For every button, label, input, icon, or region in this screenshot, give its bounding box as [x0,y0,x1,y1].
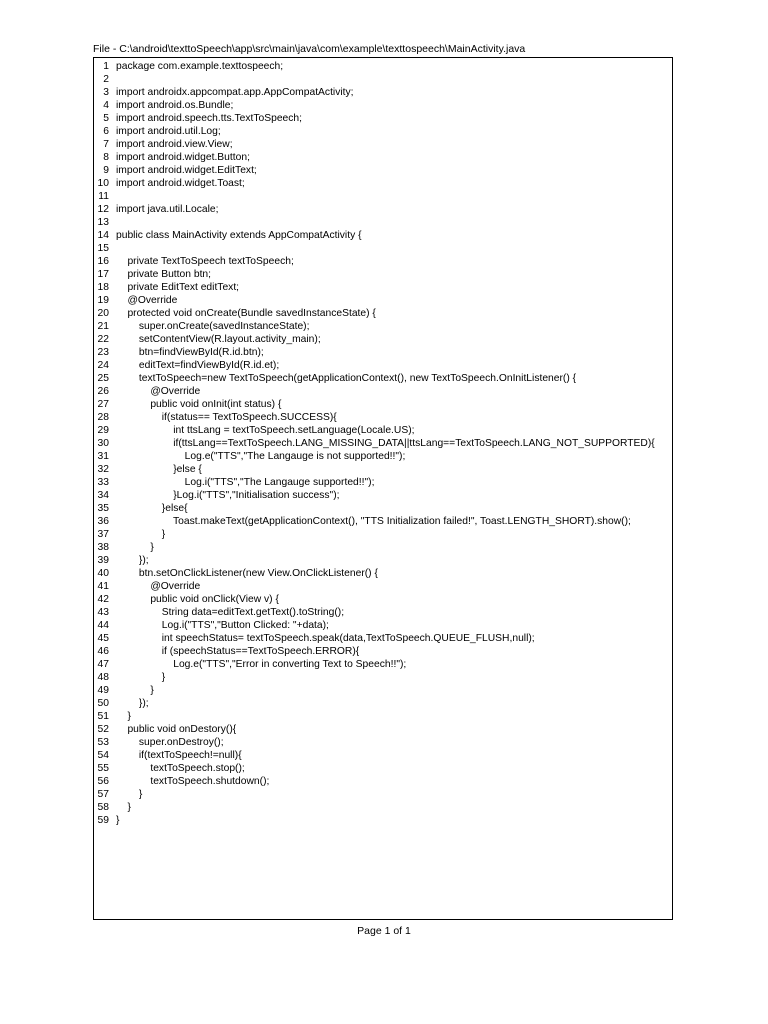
code-line [94,333,672,346]
code-line [94,86,672,99]
code-line [94,437,672,450]
line-code: private EditText editText; [116,282,240,293]
line-number: 15 [97,243,109,254]
file-path-header: File - C:\android\texttoSpeech\app\src\main\java\com\example\texttospeech\MainActivity.java [93,43,526,55]
line-number: 1 [103,61,109,72]
line-code: editText=findViewById(R.id.et); [116,360,280,371]
line-code: } [116,789,143,800]
code-listing [94,60,672,827]
line-number: 30 [97,438,109,449]
line-number: 51 [97,711,109,722]
code-line [94,736,672,749]
code-line [94,151,672,164]
code-line [94,268,672,281]
line-code: textToSpeech.stop(); [116,763,245,774]
line-number: 28 [97,412,109,423]
line-code: String data=editText.getText().toString(); [116,607,345,618]
code-line [94,216,672,229]
line-number: 48 [97,672,109,683]
code-line [94,99,672,112]
line-code: } [116,802,131,813]
line-number: 8 [103,152,109,163]
line-number: 41 [97,581,109,592]
line-code: @Override [116,581,201,592]
code-line [94,515,672,528]
line-code: import android.os.Bundle; [116,100,234,111]
line-code: int speechStatus= textToSpeech.speak(data,TextToSpeech.QUEUE_FLUSH,null); [116,633,535,644]
line-number: 9 [103,165,109,176]
code-line [94,775,672,788]
line-number: 58 [97,802,109,813]
line-code: import android.util.Log; [116,126,221,137]
line-number: 10 [97,178,109,189]
code-line [94,684,672,697]
line-code: import android.speech.tts.TextToSpeech; [116,113,303,124]
code-line [94,814,672,827]
line-code: }Log.i("TTS","Initialisation success"); [116,490,340,501]
line-number: 56 [97,776,109,787]
line-number: 53 [97,737,109,748]
line-number: 57 [97,789,109,800]
code-line [94,138,672,151]
code-line [94,242,672,255]
line-number: 59 [97,815,109,826]
code-line [94,255,672,268]
line-code: public void onClick(View v) { [116,594,279,605]
line-number: 43 [97,607,109,618]
line-number: 11 [98,191,109,202]
code-line [94,177,672,190]
line-number: 50 [97,698,109,709]
line-code: package com.example.texttospeech; [116,61,284,72]
line-number: 23 [97,347,109,358]
line-code: if(ttsLang==TextToSpeech.LANG_MISSING_DATA||ttsLang==TextToSpeech.LANG_NOT_SUPPORTED){ [116,438,655,449]
line-code: protected void onCreate(Bundle savedInstanceState) { [116,308,376,319]
line-number: 32 [97,464,109,475]
code-line [94,658,672,671]
code-line [94,60,672,73]
code-line [94,762,672,775]
code-line [94,307,672,320]
code-line [94,320,672,333]
code-line [94,723,672,736]
code-line [94,281,672,294]
line-code: textToSpeech.shutdown(); [116,776,270,787]
line-code: import androidx.appcompat.app.AppCompatActivity; [116,87,354,98]
line-number: 47 [97,659,109,670]
code-line [94,528,672,541]
line-number: 46 [97,646,109,657]
code-line [94,190,672,203]
line-number: 55 [97,763,109,774]
code-line [94,671,672,684]
code-line [94,502,672,515]
line-number: 26 [97,386,109,397]
code-line [94,424,672,437]
code-line [94,489,672,502]
line-code: textToSpeech=new TextToSpeech(getApplicationContext(), new TextToSpeech.OnInitListener() { [116,373,577,384]
line-code: } [116,542,154,553]
line-number: 7 [103,139,109,150]
code-line [94,203,672,216]
line-code: } [116,815,120,826]
line-code: Log.e("TTS","The Langauge is not supported!!"); [116,451,406,462]
code-line [94,112,672,125]
line-code: if(textToSpeech!=null){ [116,750,242,761]
page-number: Page 1 of 1 [357,925,411,937]
code-line [94,411,672,424]
line-number: 21 [97,321,109,332]
line-number: 6 [103,126,109,137]
line-number: 52 [97,724,109,735]
code-line [94,593,672,606]
line-number: 44 [97,620,109,631]
line-code: Log.e("TTS","Error in converting Text to Speech!!"); [116,659,407,670]
line-code: Toast.makeText(getApplicationContext(), "TTS Initialization failed!", Toast.LENGTH_SHORT).show(); [116,516,631,527]
code-line [94,294,672,307]
line-code: } [116,672,166,683]
line-code: if (speechStatus==TextToSpeech.ERROR){ [116,646,360,657]
code-line [94,788,672,801]
line-code: } [116,529,166,540]
code-line [94,463,672,476]
line-number: 38 [97,542,109,553]
code-line [94,372,672,385]
line-code: import android.widget.Toast; [116,178,245,189]
line-code: public class MainActivity extends AppCompatActivity { [116,230,362,241]
line-code: public void onDestory(){ [116,724,237,735]
line-number: 12 [97,204,109,215]
code-line [94,697,672,710]
line-code: public void onInit(int status) { [116,399,282,410]
code-line [94,73,672,86]
line-code: @Override [116,295,178,306]
code-line [94,476,672,489]
line-code: int ttsLang = textToSpeech.setLanguage(Locale.US); [116,425,415,436]
code-line [94,541,672,554]
line-number: 3 [103,87,109,98]
line-code: }); [116,555,149,566]
code-line [94,619,672,632]
code-line [94,385,672,398]
line-number: 54 [97,750,109,761]
line-number: 40 [97,568,109,579]
line-number: 33 [97,477,109,488]
code-line [94,567,672,580]
code-line [94,606,672,619]
line-code: Log.i("TTS","The Langauge supported!!"); [116,477,375,488]
line-code: import java.util.Locale; [116,204,219,215]
line-number: 36 [97,516,109,527]
line-code: private TextToSpeech textToSpeech; [116,256,294,267]
code-line [94,749,672,762]
line-number: 39 [97,555,109,566]
code-line [94,801,672,814]
line-code: btn.setOnClickListener(new View.OnClickListener() { [116,568,378,579]
line-code: super.onCreate(savedInstanceState); [116,321,310,332]
line-number: 5 [103,113,109,124]
code-line [94,554,672,567]
line-number: 34 [97,490,109,501]
code-line [94,229,672,242]
code-line [94,580,672,593]
code-line [94,125,672,138]
line-code: import android.widget.Button; [116,152,250,163]
line-number: 29 [97,425,109,436]
code-line [94,346,672,359]
line-code: if(status== TextToSpeech.SUCCESS){ [116,412,337,423]
line-number: 16 [97,256,109,267]
code-line [94,398,672,411]
code-line [94,450,672,463]
line-number: 37 [97,529,109,540]
line-code: super.onDestroy(); [116,737,224,748]
line-number: 2 [103,74,109,85]
line-number: 49 [97,685,109,696]
code-line [94,645,672,658]
line-code: btn=findViewById(R.id.btn); [116,347,264,358]
line-number: 42 [97,594,109,605]
code-line [94,632,672,645]
line-number: 31 [97,451,109,462]
line-number: 35 [97,503,109,514]
line-code: import android.widget.EditText; [116,165,257,176]
line-number: 18 [97,282,109,293]
line-code: } [116,685,154,696]
line-number: 13 [97,217,109,228]
line-number: 14 [97,230,109,241]
code-frame [93,57,673,920]
line-code: Log.i("TTS","Button Clicked: "+data); [116,620,329,631]
line-code: }else{ [116,503,188,514]
line-number: 20 [97,308,109,319]
line-code: }); [116,698,149,709]
line-code: }else { [116,464,202,475]
code-line [94,359,672,372]
line-number: 22 [97,334,109,345]
line-code: @Override [116,386,201,397]
line-number: 24 [97,360,109,371]
line-number: 17 [97,269,109,280]
line-code: setContentView(R.layout.activity_main); [116,334,321,345]
code-line [94,710,672,723]
line-code: import android.view.View; [116,139,233,150]
line-number: 27 [97,399,109,410]
line-number: 25 [97,373,109,384]
line-code: private Button btn; [116,269,212,280]
line-number: 45 [97,633,109,644]
line-number: 19 [97,295,109,306]
line-number: 4 [103,100,109,111]
line-code: } [116,711,131,722]
code-line [94,164,672,177]
